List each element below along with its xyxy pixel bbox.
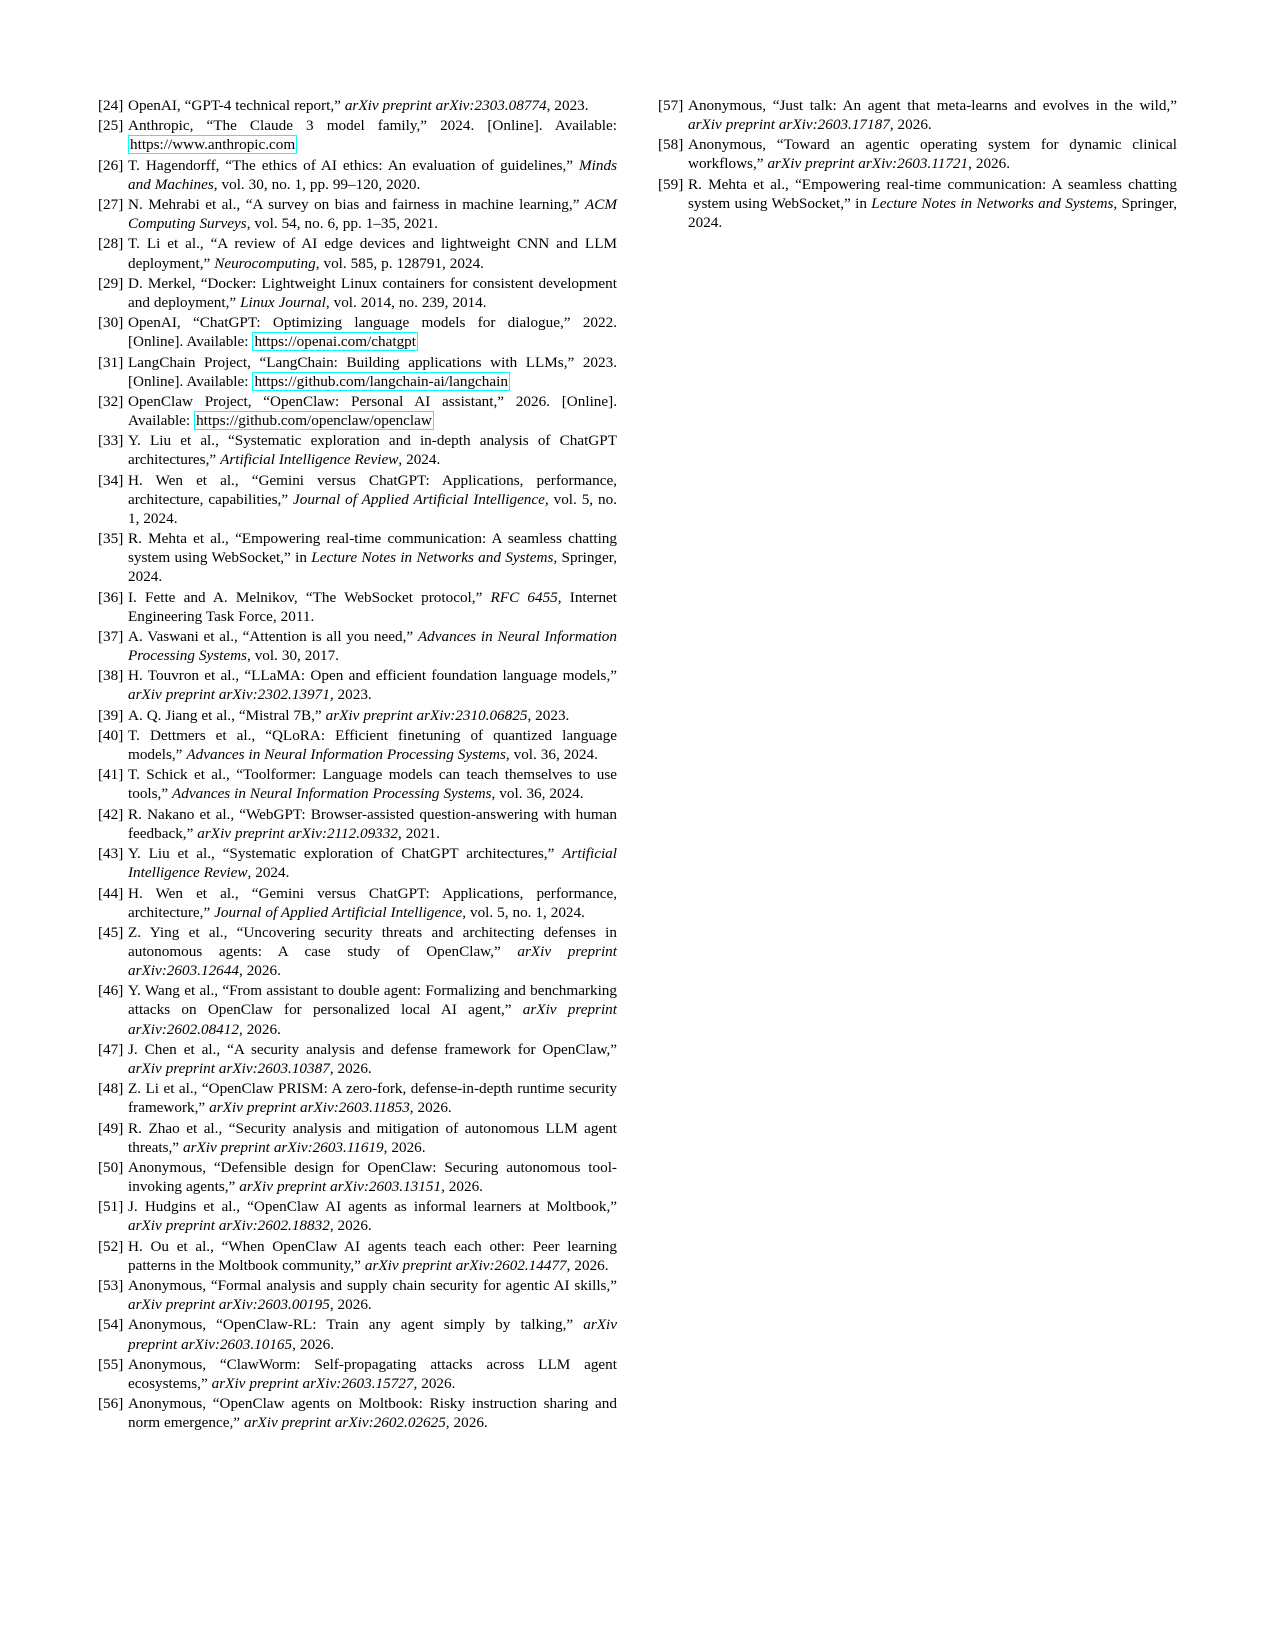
reference-italic-title: arXiv preprint arXiv:2602.02625 bbox=[243, 1414, 446, 1432]
reference-plain-text: , vol. 585, p. 128791, 2024. bbox=[315, 254, 484, 272]
reference-entry bbox=[98, 234, 617, 272]
reference-italic-title: Advances in Neural Information Processing Systems bbox=[186, 746, 506, 764]
reference-italic-title: Advances in Neural Information Processing Systems bbox=[128, 627, 617, 665]
reference-plain-text: Y. Wang et al., “From assistant to double agent: Formalizing and benchmarking attacks on OpenClaw for personalized local AI agent,” bbox=[128, 982, 617, 1019]
reference-number: [36] bbox=[98, 588, 124, 606]
reference-plain-text: , vol. 2014, no. 239, 2014. bbox=[325, 293, 487, 311]
reference-entry bbox=[98, 471, 617, 528]
reference-entry bbox=[98, 1079, 617, 1117]
reference-number: [28] bbox=[98, 235, 124, 253]
reference-italic-title: arXiv preprint arXiv:2603.10387 bbox=[128, 1059, 330, 1077]
reference-text bbox=[128, 96, 617, 115]
reference-plain-text: T. Schick et al., “Toolformer: Language models can teach themselves to use tools,” bbox=[128, 766, 617, 803]
reference-plain-text: , 2026. bbox=[383, 1138, 426, 1156]
reference-number: [49] bbox=[98, 1119, 124, 1137]
reference-plain-text: Anonymous, “Formal analysis and supply chain security for agentic AI skills,” bbox=[128, 1277, 617, 1295]
reference-plain-text: Anonymous, “OpenClaw agents on Moltbook: Risky instruction sharing and norm emergence,” bbox=[128, 1395, 617, 1432]
reference-text bbox=[128, 234, 617, 272]
left-column bbox=[98, 96, 617, 1434]
reference-entry bbox=[98, 1315, 617, 1353]
reference-number: [55] bbox=[98, 1355, 124, 1373]
reference-plain-text: Anonymous, “ClawWorm: Self-propagating attacks across LLM agent ecosystems,” bbox=[128, 1355, 617, 1392]
reference-plain-text: OpenAI, “GPT-4 technical report,” bbox=[128, 97, 345, 114]
reference-plain-text: R. Zhao et al., “Security analysis and mitigation of autonomous LLM agent threats,” bbox=[128, 1119, 617, 1156]
reference-number: [53] bbox=[98, 1277, 124, 1295]
reference-plain-text: A. Vaswani et al., “Attention is all you need,” bbox=[128, 627, 418, 645]
reference-text bbox=[128, 313, 617, 351]
reference-plain-text: Z. Ying et al., “Uncovering security threats and architecting defenses in autonomous agents: A case study of OpenClaw,” bbox=[128, 923, 617, 960]
reference-plain-text: , 2026. bbox=[968, 155, 1011, 173]
reference-plain-text: , 2026. bbox=[292, 1335, 335, 1353]
reference-plain-text: T. Li et al., “A review of AI edge devices and lightweight CNN and LLM deployment,” bbox=[128, 235, 617, 272]
reference-number: [52] bbox=[98, 1237, 124, 1255]
reference-number: [51] bbox=[98, 1198, 124, 1216]
reference-plain-text: , vol. 5, no. 1, 2024. bbox=[462, 903, 585, 921]
reference-plain-text: I. Fette and A. Melnikov, “The WebSocket protocol,” bbox=[128, 588, 491, 606]
reference-text bbox=[128, 981, 617, 1038]
reference-plain-text: H. Touvron et al., “LLaMA: Open and efficient foundation language models,” bbox=[128, 667, 617, 685]
reference-plain-text: , Springer, 2024. bbox=[128, 549, 617, 586]
reference-entry bbox=[98, 1355, 617, 1393]
reference-plain-text: OpenClaw Project, “OpenClaw: Personal AI assistant,” 2026. [Online]. Available: bbox=[128, 392, 617, 429]
reference-plain-text: , Springer, 2024. bbox=[688, 194, 1177, 231]
reference-entry bbox=[98, 274, 617, 312]
reference-italic-title: arXiv preprint arXiv:2303.08774 bbox=[344, 97, 547, 114]
reference-number: [59] bbox=[658, 175, 684, 193]
reference-plain-text: , 2023. bbox=[546, 97, 589, 114]
reference-plain-text: J. Hudgins et al., “OpenClaw AI agents as informal learners at Moltbook,” bbox=[128, 1198, 617, 1216]
reference-entry bbox=[98, 1197, 617, 1235]
reference-text bbox=[128, 1394, 617, 1432]
reference-number: [50] bbox=[98, 1158, 124, 1176]
reference-text bbox=[128, 431, 617, 469]
reference-number: [44] bbox=[98, 884, 124, 902]
reference-plain-text: , 2026. bbox=[329, 1059, 372, 1077]
reference-italic-title: ACM Computing Surveys bbox=[128, 196, 617, 233]
reference-entry bbox=[658, 96, 1177, 134]
reference-number: [43] bbox=[98, 845, 124, 863]
reference-entry bbox=[98, 96, 617, 115]
reference-italic-title: Journal of Applied Artificial Intelligence bbox=[214, 903, 463, 921]
reference-number: [27] bbox=[98, 196, 124, 214]
reference-number: [38] bbox=[98, 667, 124, 685]
reference-plain-text: Y. Liu et al., “Systematic exploration and in-depth analysis of ChatGPT architectures,” bbox=[128, 432, 617, 469]
reference-plain-text: , 2026. bbox=[889, 116, 932, 134]
reference-entry bbox=[98, 666, 617, 704]
reference-plain-text: H. Ou et al., “When OpenClaw AI agents teach each other: Peer learning patterns in the Moltbook community,” bbox=[128, 1237, 617, 1274]
reference-plain-text: , 2023. bbox=[527, 706, 570, 724]
reference-entry bbox=[98, 156, 617, 194]
reference-entry bbox=[98, 1237, 617, 1275]
reference-text bbox=[128, 844, 617, 882]
reference-italic-title: arXiv preprint arXiv:2603.13151 bbox=[239, 1178, 442, 1196]
reference-hyperlink[interactable]: https://www.anthropic.com bbox=[130, 136, 296, 154]
reference-italic-title: Neurocomputing bbox=[214, 254, 316, 272]
reference-text bbox=[128, 1276, 617, 1314]
reference-text bbox=[688, 175, 1177, 232]
reference-plain-text: , vol. 30, no. 1, pp. 99–120, 2020. bbox=[213, 175, 421, 193]
reference-text bbox=[128, 726, 617, 764]
reference-entry bbox=[98, 431, 617, 469]
reference-plain-text: OpenAI, “ChatGPT: Optimizing language models for dialogue,” 2022. [Online]. Available: bbox=[128, 314, 617, 351]
reference-italic-title: Artificial Intelligence Review bbox=[220, 451, 399, 469]
reference-italic-title: arXiv preprint arXiv:2112.09332 bbox=[197, 824, 398, 842]
reference-plain-text: , 2023. bbox=[329, 686, 372, 704]
reference-plain-text: , 2026. bbox=[445, 1414, 488, 1432]
reference-text bbox=[128, 195, 617, 233]
reference-text bbox=[128, 805, 617, 843]
reference-italic-title: arXiv preprint arXiv:2602.14477 bbox=[364, 1256, 567, 1274]
reference-plain-text: , vol. 36, 2024. bbox=[505, 746, 598, 764]
two-column-layout bbox=[98, 96, 1177, 1434]
reference-plain-text: , 2021. bbox=[397, 824, 440, 842]
reference-plain-text: Anonymous, “Just talk: An agent that meta-learns and evolves in the wild,” bbox=[688, 97, 1177, 114]
reference-plain-text: J. Chen et al., “A security analysis and defense framework for OpenClaw,” bbox=[128, 1040, 617, 1058]
reference-plain-text: , 2026. bbox=[238, 962, 281, 980]
reference-entry bbox=[98, 765, 617, 803]
reference-plain-text: , 2026. bbox=[441, 1178, 483, 1196]
reference-entry bbox=[98, 805, 617, 843]
reference-plain-text: Anonymous, “OpenClaw-RL: Train any agent simply by talking,” bbox=[128, 1316, 584, 1334]
reference-plain-text: A. Q. Jiang et al., “Mistral 7B,” bbox=[128, 706, 326, 724]
reference-text bbox=[128, 1119, 617, 1157]
reference-entry bbox=[98, 313, 617, 351]
reference-number: [41] bbox=[98, 766, 124, 784]
reference-number: [48] bbox=[98, 1080, 124, 1098]
reference-italic-title: Minds and Machines bbox=[128, 156, 617, 193]
reference-plain-text: Y. Liu et al., “Systematic exploration of ChatGPT architectures,” bbox=[128, 845, 563, 863]
reference-number: [30] bbox=[98, 314, 124, 332]
reference-text bbox=[128, 353, 617, 391]
reference-number: [34] bbox=[98, 471, 124, 489]
reference-plain-text: , vol. 30, 2017. bbox=[246, 647, 339, 665]
reference-plain-text: Anonymous, “Defensible design for OpenClaw: Securing autonomous tool-invoking agents,” bbox=[128, 1158, 617, 1196]
reference-text bbox=[128, 116, 617, 154]
reference-plain-text: R. Mehta et al., “Empowering real-time communication: A seamless chatting system using WebSocket,” in bbox=[128, 530, 617, 567]
reference-number: [47] bbox=[98, 1040, 124, 1058]
reference-plain-text: N. Mehrabi et al., “A survey on bias and fairness in machine learning,” bbox=[128, 196, 585, 214]
reference-text bbox=[688, 135, 1177, 173]
reference-italic-title: arXiv preprint arXiv:2310.06825 bbox=[325, 706, 528, 724]
reference-plain-text: , 2026. bbox=[566, 1256, 609, 1274]
reference-text bbox=[128, 1237, 617, 1275]
reference-number: [46] bbox=[98, 982, 124, 1000]
reference-entry bbox=[98, 353, 617, 391]
reference-number: [33] bbox=[98, 432, 124, 450]
reference-plain-text: H. Wen et al., “Gemini versus ChatGPT: Applications, performance, architecture, capabilities,” bbox=[128, 471, 617, 508]
reference-number: [24] bbox=[98, 97, 124, 114]
reference-italic-title: RFC 6455 bbox=[490, 588, 558, 606]
reference-plain-text: Z. Li et al., “OpenClaw PRISM: A zero-fork, defense-in-depth runtime security framework,” bbox=[128, 1080, 617, 1117]
reference-italic-title: arXiv preprint arXiv:2603.00195 bbox=[128, 1296, 330, 1314]
reference-number: [35] bbox=[98, 530, 124, 548]
reference-entry bbox=[98, 529, 617, 586]
reference-entry bbox=[98, 1394, 617, 1432]
reference-italic-title: arXiv preprint arXiv:2603.11721 bbox=[767, 155, 969, 173]
reference-number: [45] bbox=[98, 923, 124, 941]
reference-text bbox=[128, 706, 617, 725]
reference-italic-title: arXiv preprint arXiv:2302.13971 bbox=[128, 686, 330, 704]
reference-text bbox=[128, 666, 617, 704]
reference-italic-title: arXiv preprint arXiv:2603.15727 bbox=[211, 1374, 414, 1392]
reference-italic-title: Lecture Notes in Networks and Systems bbox=[311, 549, 554, 567]
reference-text bbox=[128, 274, 617, 312]
reference-text bbox=[128, 627, 617, 665]
reference-italic-title: arXiv preprint arXiv:2603.11853 bbox=[209, 1099, 410, 1117]
reference-number: [26] bbox=[98, 156, 124, 174]
reference-italic-title: arXiv preprint arXiv:2603.10165 bbox=[128, 1316, 617, 1353]
reference-text bbox=[128, 588, 617, 626]
reference-hyperlink[interactable]: https://github.com/openclaw/openclaw bbox=[196, 412, 432, 429]
reference-entry bbox=[98, 1276, 617, 1314]
reference-italic-title: Linux Journal bbox=[240, 293, 326, 311]
reference-italic-title: arXiv preprint arXiv:2603.12644 bbox=[128, 942, 617, 980]
reference-plain-text: H. Wen et al., “Gemini versus ChatGPT: Applications, performance, architecture,” bbox=[128, 884, 617, 921]
reference-number: [42] bbox=[98, 805, 124, 823]
reference-plain-text: R. Mehta et al., “Empowering real-time communication: A seamless chatting system using WebSocket,” in bbox=[688, 175, 1177, 212]
reference-entry bbox=[98, 588, 617, 626]
reference-hyperlink[interactable]: https://openai.com/chatgpt bbox=[254, 333, 416, 351]
reference-entry bbox=[98, 726, 617, 764]
reference-entry bbox=[98, 627, 617, 665]
reference-number: [58] bbox=[658, 136, 684, 154]
reference-text bbox=[128, 1315, 617, 1353]
reference-italic-title: arXiv preprint arXiv:2603.11619 bbox=[182, 1138, 384, 1156]
reference-plain-text: T. Hagendorff, “The ethics of AI ethics: An evaluation of guidelines,” bbox=[128, 156, 580, 174]
reference-text bbox=[128, 1355, 617, 1393]
reference-text bbox=[128, 765, 617, 803]
reference-entry bbox=[98, 1040, 617, 1078]
reference-plain-text: Anthropic, “The Claude 3 model family,” 2024. [Online]. Available: bbox=[128, 117, 617, 135]
reference-number: [31] bbox=[98, 353, 124, 371]
reference-plain-text: , 2026. bbox=[329, 1217, 372, 1235]
reference-plain-text: , 2026. bbox=[413, 1374, 456, 1392]
reference-plain-text: , vol. 54, no. 6, pp. 1–35, 2021. bbox=[246, 215, 439, 233]
reference-number: [56] bbox=[98, 1395, 124, 1413]
reference-text bbox=[128, 392, 617, 430]
reference-text bbox=[688, 96, 1177, 134]
reference-entry bbox=[98, 1119, 617, 1157]
reference-plain-text: , vol. 5, no. 1, 2024. bbox=[128, 490, 617, 527]
reference-plain-text: T. Dettmers et al., “QLoRA: Efficient finetuning of quantized language models,” bbox=[128, 727, 617, 764]
reference-entry bbox=[98, 844, 617, 882]
reference-entry bbox=[98, 706, 617, 725]
reference-number: [57] bbox=[658, 97, 684, 114]
reference-plain-text: , Internet Engineering Task Force, 2011. bbox=[128, 588, 617, 625]
reference-plain-text: Anonymous, “Toward an agentic operating system for dynamic clinical workflows,” bbox=[688, 136, 1177, 173]
reference-plain-text: D. Merkel, “Docker: Lightweight Linux containers for consistent development and deployment,” bbox=[128, 274, 617, 311]
reference-hyperlink[interactable]: https://github.com/langchain-ai/langchain bbox=[254, 372, 508, 390]
reference-number: [54] bbox=[98, 1316, 124, 1334]
reference-entry bbox=[98, 195, 617, 233]
reference-entry bbox=[98, 1158, 617, 1196]
reference-plain-text: , 2026. bbox=[329, 1296, 372, 1314]
reference-entry bbox=[98, 981, 617, 1038]
reference-number: [37] bbox=[98, 627, 124, 645]
reference-plain-text: R. Nakano et al., “WebGPT: Browser-assisted question-answering with human feedback,” bbox=[128, 805, 617, 842]
reference-text bbox=[128, 1079, 617, 1117]
reference-entry bbox=[658, 175, 1177, 232]
reference-entry bbox=[98, 923, 617, 980]
reference-italic-title: arXiv preprint arXiv:2602.18832 bbox=[128, 1217, 330, 1235]
reference-number: [39] bbox=[98, 706, 124, 724]
reference-italic-title: arXiv preprint arXiv:2603.17187 bbox=[688, 116, 890, 134]
reference-text bbox=[128, 884, 617, 922]
reference-italic-title: Lecture Notes in Networks and Systems bbox=[871, 194, 1114, 212]
reference-plain-text: LangChain Project, “LangChain: Building applications with LLMs,” 2023. [Online]. Available: bbox=[128, 353, 617, 390]
reference-number: [25] bbox=[98, 117, 124, 135]
reference-number: [40] bbox=[98, 727, 124, 744]
reference-text bbox=[128, 1040, 617, 1078]
reference-italic-title: Journal of Applied Artificial Intelligence bbox=[292, 490, 545, 508]
reference-number: [32] bbox=[98, 392, 124, 410]
reference-text bbox=[128, 156, 617, 194]
reference-text bbox=[128, 923, 617, 980]
reference-entry bbox=[98, 884, 617, 922]
reference-entry bbox=[98, 116, 617, 154]
reference-text bbox=[128, 1158, 617, 1196]
reference-italic-title: Artificial Intelligence Review bbox=[128, 845, 617, 882]
reference-text bbox=[128, 529, 617, 586]
right-column bbox=[658, 96, 1177, 233]
reference-plain-text: , 2024. bbox=[398, 451, 441, 469]
reference-number: [29] bbox=[98, 274, 124, 292]
reference-entry bbox=[98, 392, 617, 430]
reference-plain-text: , 2026. bbox=[409, 1099, 452, 1117]
reference-italic-title: arXiv preprint arXiv:2602.08412 bbox=[128, 1001, 617, 1038]
reference-plain-text: , 2026. bbox=[238, 1020, 281, 1038]
reference-italic-title: Advances in Neural Information Processing Systems bbox=[172, 785, 492, 803]
reference-entry bbox=[658, 135, 1177, 173]
reference-plain-text: , vol. 36, 2024. bbox=[491, 785, 584, 803]
reference-text bbox=[128, 1197, 617, 1235]
reference-plain-text: , 2024. bbox=[247, 864, 290, 882]
reference-text bbox=[128, 471, 617, 528]
